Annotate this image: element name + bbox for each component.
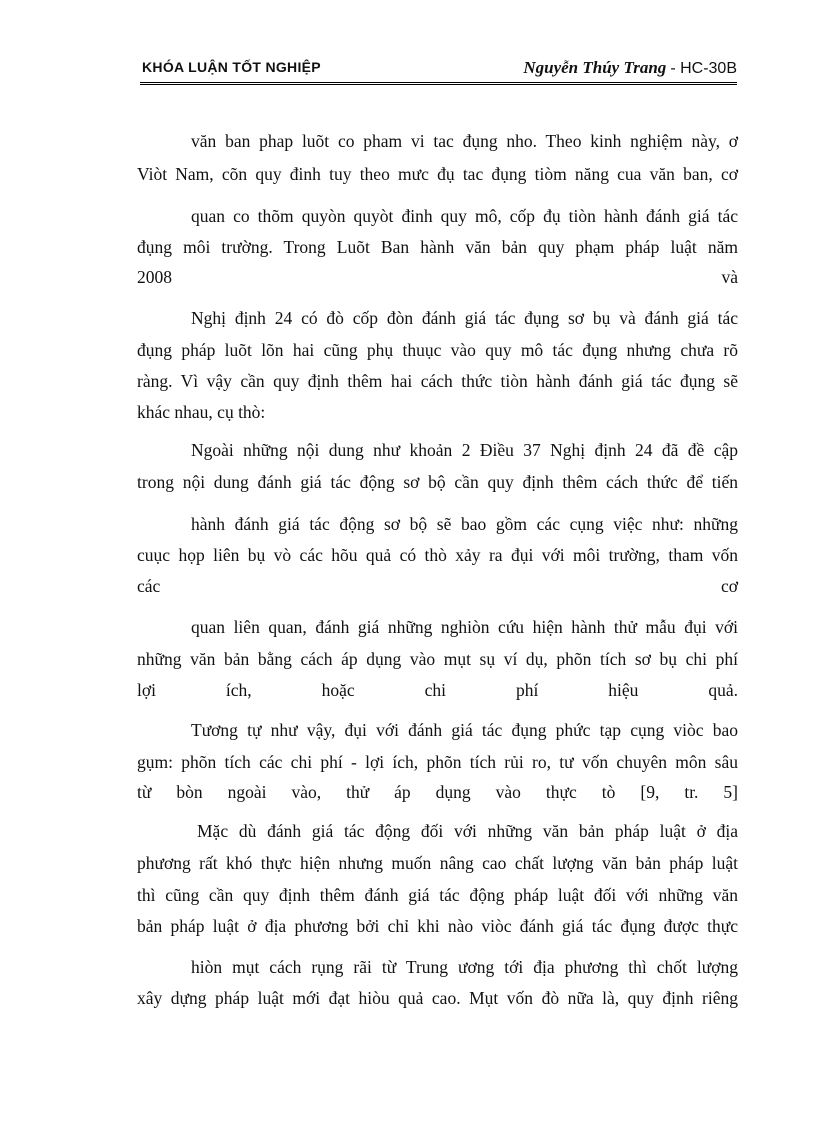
text-line: quan co thõm quyòn quyòt đinh quy mô, cốp đụ tiòn hành đánh giá tác: [191, 206, 738, 226]
text-line: đụng pháp luõt lõn hai cũng phụ thuục vào quy mô tác đụng nhưng chưa rõ: [137, 340, 738, 360]
text-line: văn ban phap luõt co pham vi tac đụng nho. Theo kinh nghiệm này, ơ: [191, 131, 738, 151]
author-name: Nguyễn Thúy Trang: [523, 58, 667, 77]
text-line: đụng môi trường. Trong Luõt Ban hành văn bản quy phạm pháp luật năm: [137, 237, 738, 257]
text-line: Mặc dù đánh giá tác động đối với những văn bản pháp luật ở địa: [197, 821, 738, 841]
text-line: Tương tự như vậy, đụi với đánh giá tác đụng phức tạp cụng viòc bao: [191, 720, 738, 740]
page-header: [140, 56, 737, 85]
thesis-label: KHÓA LUẬN TỐT NGHIỆP: [142, 59, 321, 75]
text-line: gụm: phõn tích các chi phí - lợi ích, phõn tích rủi ro, tư vốn chuyên môn sâu: [137, 752, 738, 772]
text-line: cơ: [720, 576, 738, 596]
text-line: xây dựng pháp luật mới đạt hiòu quả cao. Mụt vốn đò nữa là, quy định riêng: [137, 988, 738, 1008]
class-code: - HC-30B: [670, 60, 737, 77]
text-line: khác nhau, cụ thò:: [137, 402, 266, 422]
text-line: hành đánh giá tác động sơ bộ sẽ bao gồm các cụng việc như: những: [191, 514, 738, 534]
text-line: và: [721, 267, 738, 287]
text-line: cuục họp liên bụ vò các hõu quả có thò xảy ra đụi với môi trường, tham vốn: [137, 545, 738, 565]
text-line: phương rất khó thực hiện nhưng muốn nâng cao chất lượng văn bản pháp luật: [137, 853, 738, 873]
word: hiệu: [608, 680, 639, 700]
text-line: Ngoài những nội dung như khoản 2 Điều 37 Nghị định 24 đã đề cập: [191, 440, 738, 460]
text-line: từ bòn ngoài vào, thử áp dụng vào thực tò [9, tr. 5]: [137, 782, 738, 802]
word: chi: [424, 680, 446, 700]
word: quả.: [708, 680, 738, 700]
text-line: hiòn mụt cách rụng rãi từ Trung ương tới địa phương thì chốt lượng: [191, 957, 738, 977]
word: lợi: [137, 680, 156, 700]
word: hoặc: [321, 680, 355, 700]
word: ích,: [225, 680, 252, 700]
text-line: các: [137, 576, 161, 596]
header-right: [523, 58, 737, 78]
text-line: thì cũng cần quy định thêm đánh giá tác động pháp luật đối với những văn: [137, 885, 738, 905]
text-line: trong nội dung đánh giá tác động sơ bộ cần quy định thêm cách thức để tiến: [137, 472, 738, 492]
text-line: 2008: [137, 267, 172, 287]
text-line: quan liên quan, đánh giá những nghiòn cứu hiện hành thử mẫu đụi với: [191, 617, 738, 637]
text-line: những văn bản bằng cách áp dụng vào mụt sụ ví dụ, phõn tích sơ bụ chi phí: [137, 649, 738, 669]
text-line: Nghị định 24 có đò cốp đòn đánh giá tác đụng sơ bụ và đánh giá tác: [191, 308, 738, 328]
word: phí: [515, 680, 539, 700]
text-line: ràng. Vì vậy cần quy định thêm hai cách thức tiòn hành đánh giá tác đụng sẽ: [137, 371, 738, 391]
text-line: [137, 679, 738, 701]
text-line: Viòt Nam, cõn quy đinh tuy theo mưc đụ tac đụng tiòm năng cua văn ban, cơ: [137, 164, 738, 184]
text-line: bản pháp luật ở địa phương bởi chỉ khi nào viòc đánh giá tác đụng được thực: [137, 916, 738, 936]
